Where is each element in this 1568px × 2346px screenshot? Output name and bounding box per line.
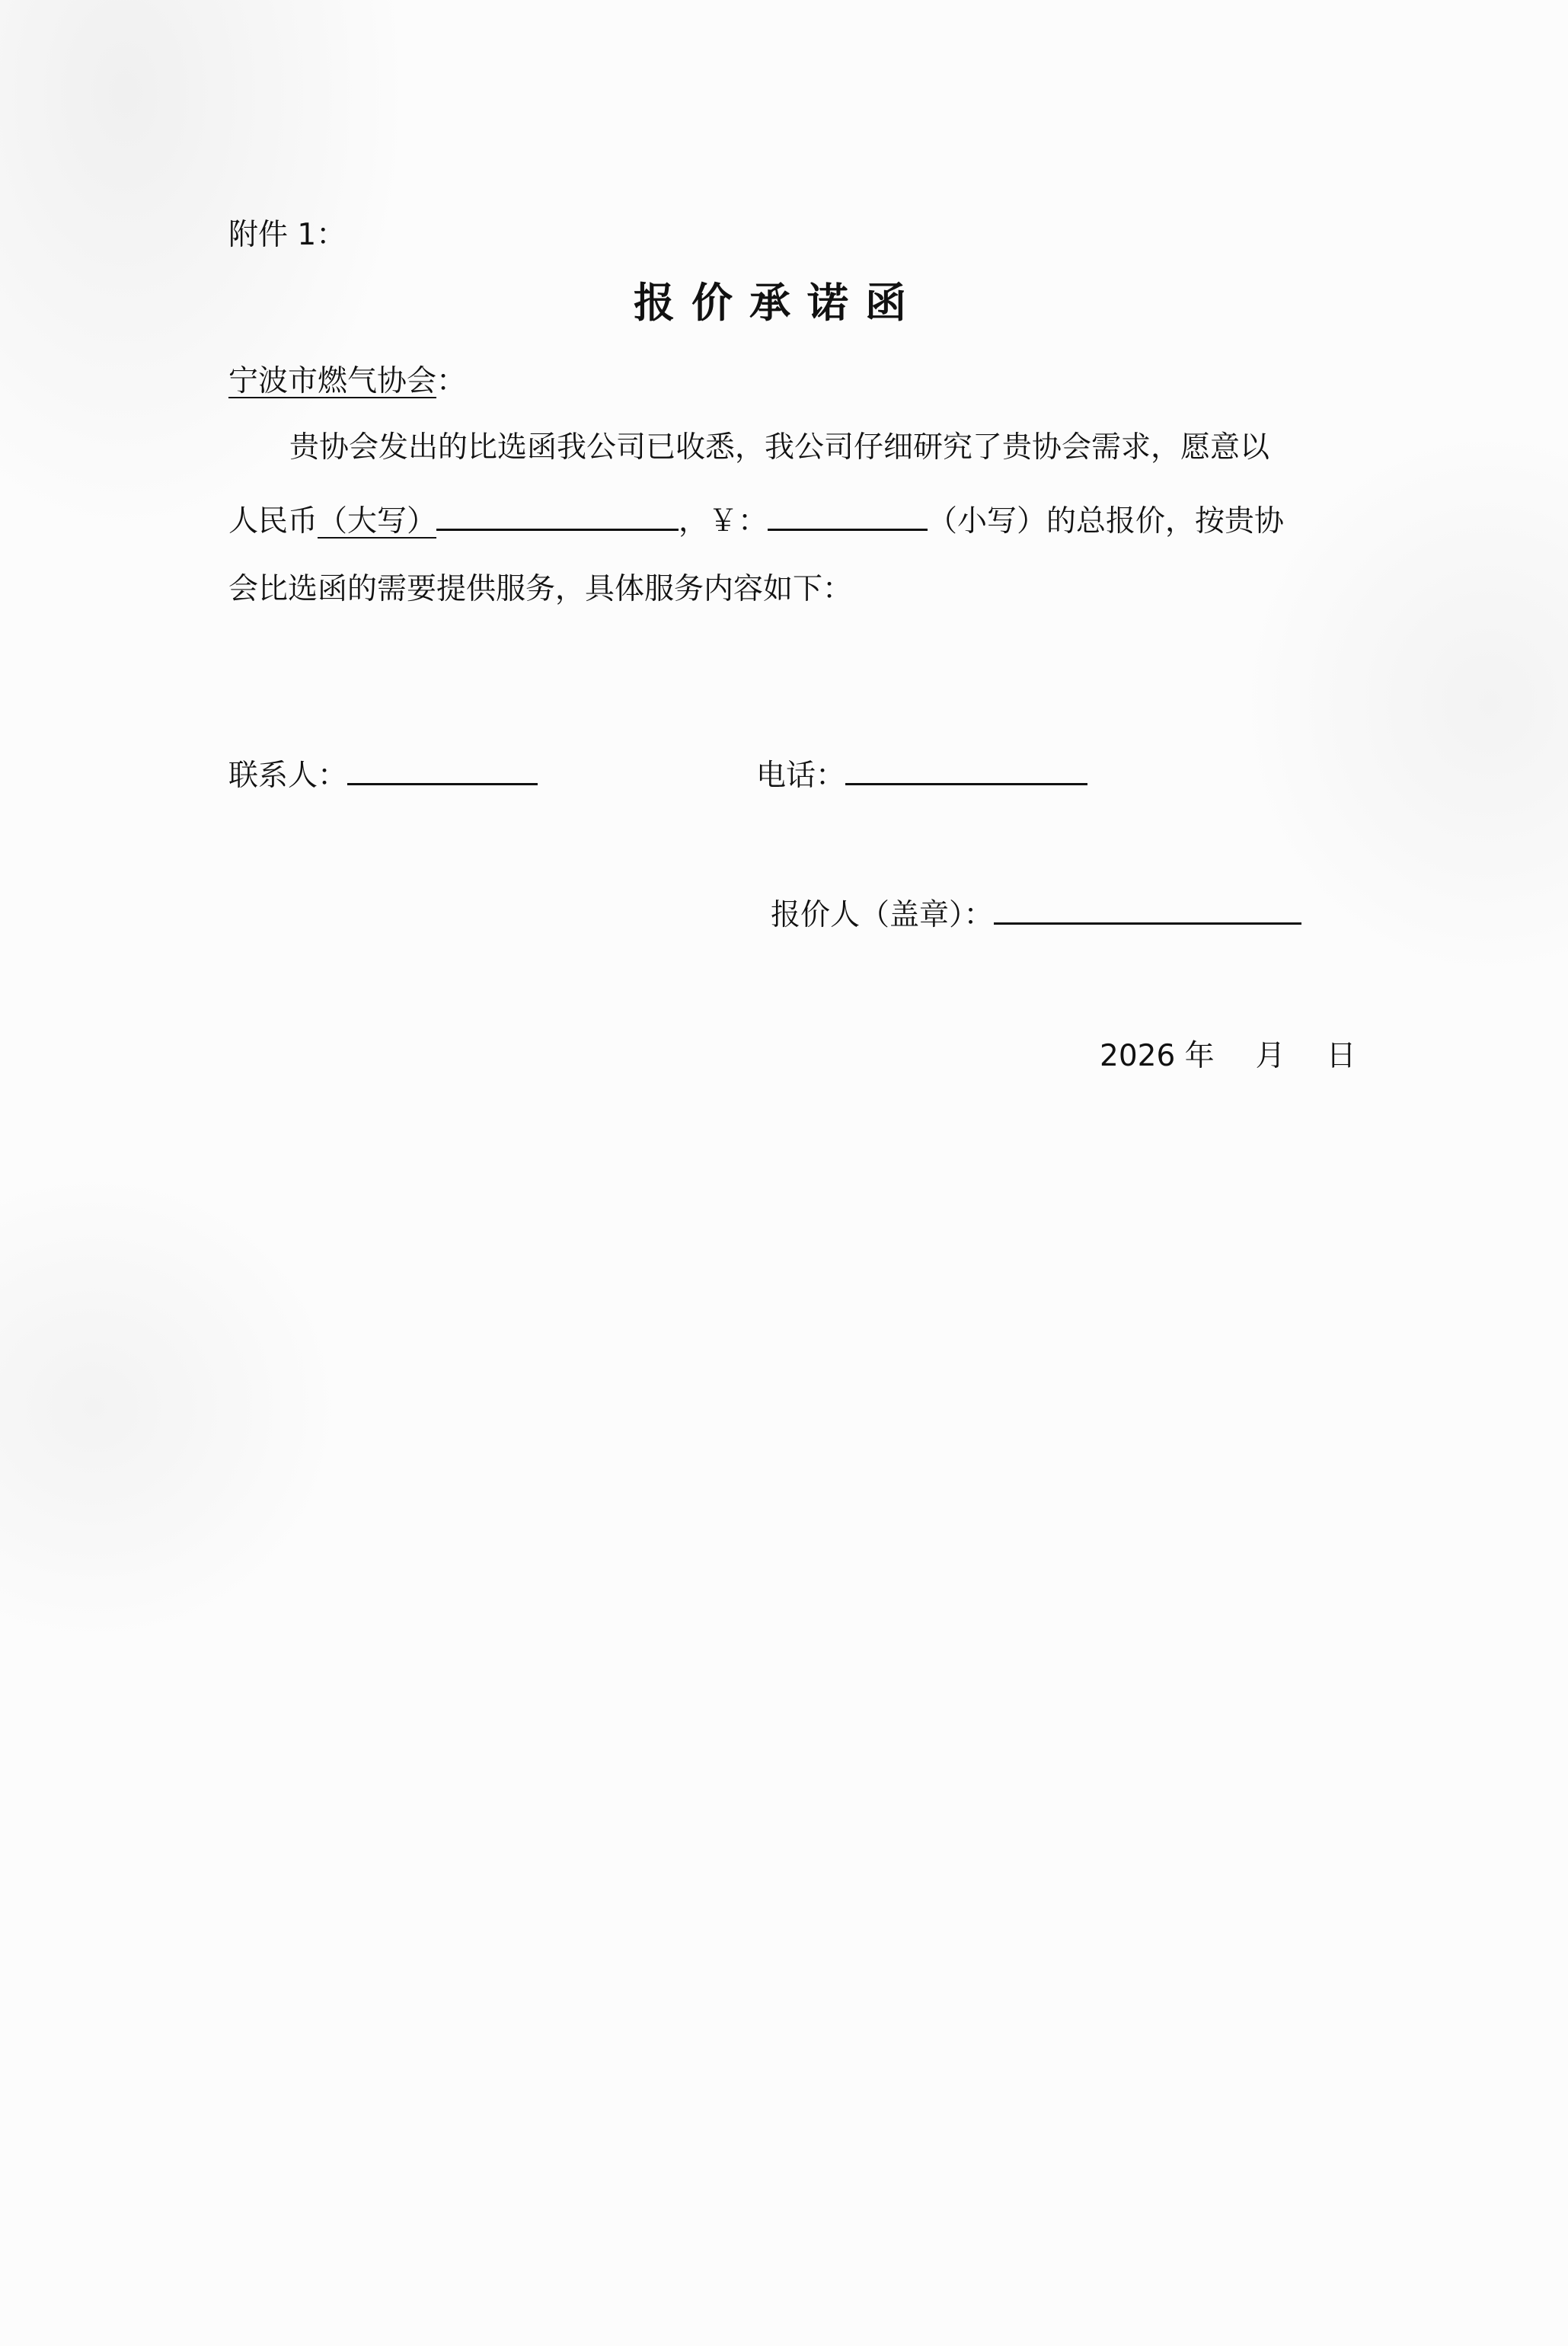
phone-field <box>756 754 1087 795</box>
amount-digits-blank[interactable] <box>768 500 928 531</box>
paragraph-line-3 <box>228 571 852 609</box>
paragraph-line-1-text: 贵协会发出的比选函我公司已收悉，我公司仔细研究了贵协会需求，愿意以 <box>289 430 1270 465</box>
rmb-label: 人民币 <box>228 504 318 539</box>
date-line <box>1100 1037 1356 1076</box>
daxie-label: （大写） <box>318 504 437 539</box>
recipient-name: 宁波市燃气协会 <box>228 364 437 398</box>
paragraph-line-2 <box>228 500 1284 541</box>
date-year: 2026 年 <box>1100 1039 1215 1073</box>
contact-field <box>228 754 538 795</box>
amount-uppercase-blank[interactable] <box>436 500 679 531</box>
yuan-symbol-label: ，￥： <box>679 504 768 539</box>
title-text: 报价承诺函 <box>634 279 923 327</box>
paragraph-line-2-tail: （小写）的总报价，按贵协 <box>928 504 1285 539</box>
contact-blank[interactable] <box>347 754 538 785</box>
recipient-line <box>228 363 466 401</box>
document-title <box>634 279 923 328</box>
paragraph-line-3-text: 会比选函的需要提供服务，具体服务内容如下： <box>228 572 853 606</box>
paragraph-line-1 <box>289 429 1269 467</box>
recipient-colon: ： <box>436 364 467 398</box>
phone-blank[interactable] <box>845 754 1087 785</box>
date-day: 日 <box>1326 1039 1356 1073</box>
attachment-text: 附件 1： <box>228 218 346 252</box>
quoter-seal-blank[interactable] <box>994 893 1301 925</box>
date-month: 月 <box>1255 1039 1285 1073</box>
quoter-seal-field <box>771 893 1301 935</box>
quoter-label: 报价人（盖章）： <box>771 898 994 932</box>
attachment-label <box>228 216 346 254</box>
contact-label: 联系人： <box>228 759 348 793</box>
phone-label: 电话： <box>756 759 846 793</box>
